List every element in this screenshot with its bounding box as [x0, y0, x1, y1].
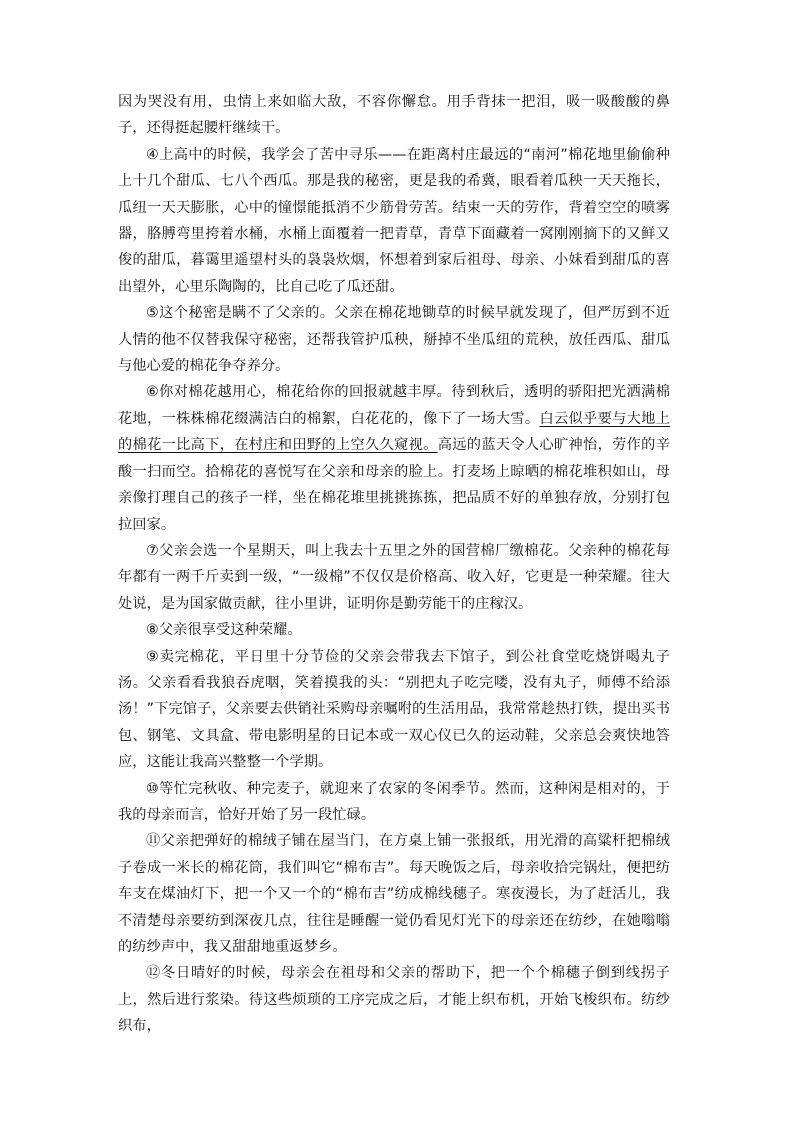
paragraph-7	[118, 538, 670, 617]
text-segment: ⑩等忙完秋收、种完麦子，就迎来了农家的冬闲季节。然而，这种闲是相对的，于我的母亲而言，恰好开始了另一段忙碌。	[118, 780, 670, 823]
text-segment: ⑪父亲把弹好的棉绒子铺在屋当门，在方桌上铺一张报纸，用光滑的高粱杆把棉绒子卷成一米长的棉花筒，我们叫它“棉布吉”。每天晚饭之后，母亲收拾完锅灶，便把纺车支在煤油灯下，把一个又一个的“棉布吉”纺成棉线穗子。寒夜漫长，为了赶活儿，我不清楚母亲要纺到深夜几点，往往是睡醒一觉仍看见灯光下的母亲还在纺纱，在她嗡嗡的纺纱声中，我又甜甜地重返梦乡。	[118, 833, 670, 955]
paragraph-9	[118, 644, 670, 776]
paragraph-continued	[118, 89, 670, 142]
underlined-sentence: 白云似乎要与大地上的棉花一比高下，在村庄和田野的上空久久窥视。	[118, 410, 671, 454]
article-body	[118, 89, 670, 1040]
text-segment: ⑤这个秘密是瞒不了父亲的。父亲在棉花地锄草的时候早就发现了，但严厉到不近人情的他不仅替我保守秘密，还帮我管护瓜秧，掰掉不坐瓜纽的荒秧，放任西瓜、甜瓜与他心爱的棉花争夺养分。	[118, 305, 670, 375]
text-segment: 高远的蓝天令人心旷神怡，劳作的辛酸一扫而空。拾棉花的喜悦写在父亲和母亲的脸上。打麦场上晾晒的棉花堆积如山，母亲像打理自己的孩子一样，坐在棉花堆里挑挑拣拣，把品质不好的单独存放，分别打包拉回家。	[118, 437, 670, 533]
text-segment: ⑦父亲会选一个星期天，叫上我去十五里之外的国营棉厂缴棉花。父亲种的棉花每年都有一两千斤卖到一级，“一级棉”不仅仅是价格高、收入好，它更是一种荣耀。往大处说，是为国家做贡献，往小里讲，证明你是勤劳能干的庄稼汉。	[118, 542, 670, 612]
text-segment: ⑥你对棉花越用心，棉花给你的回报就越丰厚。待到秋后，透明的骄阳把光洒满棉花地，一株株棉花缀满洁白的棉絮，白花花的，像下了一场大雪。	[118, 384, 670, 427]
paragraph-8	[118, 617, 670, 643]
paragraph-12	[118, 960, 670, 1039]
paragraph-10	[118, 776, 670, 829]
paragraph-6	[118, 379, 670, 537]
text-segment: ④上高中的时候，我学会了苦中寻乐——在距离村庄最远的“南河”棉花地里偷偷种上十几个甜瓜、七八个西瓜。那是我的秘密，更是我的希冀，眼看着瓜秧一天天拖长，瓜纽一天天膨胀，心中的憧憬能抵消不少筋骨劳苦。结束一天的劳作，背着空空的喷雾器，胳膊弯里挎着水桶，水桶上面覆着一把青草，青草下面藏着一窝刚刚摘下的又鲜又俊的甜瓜，暮霭里遥望村头的袅袅炊烟，怀想着到家后祖母、母亲、小妹看到甜瓜的喜出望外，心里乐陶陶的，比自己吃了瓜还甜。	[118, 146, 670, 295]
paragraph-11	[118, 828, 670, 960]
text-segment: ⑫冬日晴好的时候，母亲会在祖母和父亲的帮助下，把一个个棉穗子倒到线拐子上，然后进行浆染。待这些烦琐的工序完成之后，才能上织布机，开始飞梭织布。纺纱织布，	[118, 965, 670, 1035]
text-segment: ⑧父亲很享受这种荣耀。	[146, 622, 302, 639]
text-segment: ⑨卖完棉花，平日里十分节俭的父亲会带我去下馆子，到公社食堂吃烧饼喝丸子汤。父亲看看我狼吞虎咽，笑着摸我的头：“别把丸子吃完喽，没有丸子，师傅不给添汤！”下完馆子，父亲要去供销社采购母亲嘱咐的生活用品，我常常趁热打铁，提出买书包、钢笔、文具盒、带电影明星的日记本或一双心仪已久的运动鞋，父亲总会爽快地答应，这能让我高兴整整一个学期。	[118, 648, 670, 771]
text-segment: 因为哭没有用，虫情上来如临大敌，不容你懈怠。用手背抹一把泪，吸一吸酸酸的鼻子，还得挺起腰杆继续干。	[118, 94, 670, 137]
paragraph-5	[118, 300, 670, 379]
paragraph-4	[118, 142, 670, 300]
